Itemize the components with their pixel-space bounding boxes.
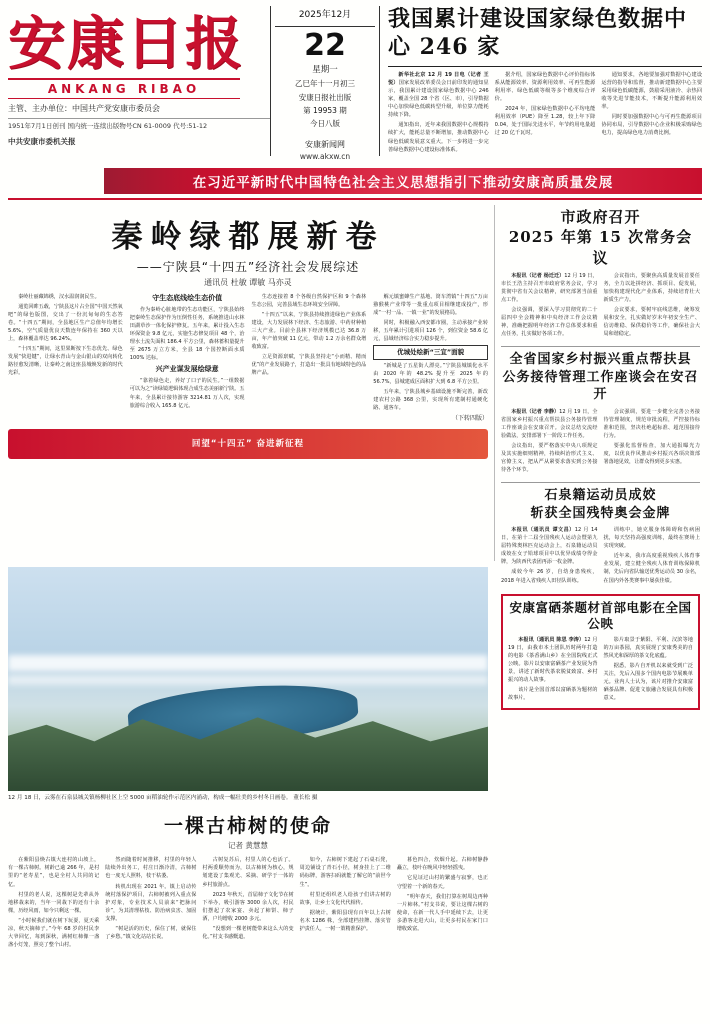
jump-line: （下转四版） (451, 414, 488, 422)
right-column-part (501, 408, 598, 476)
lead-headline: 我国累计建设国家绿色数据中心 246 家 (388, 6, 702, 67)
masthead-logo (8, 6, 270, 147)
body-para: 村里的老人说，这棵树是先辈从外地移栽来的，当年一同栽下的还有十余棵，历经风雨，如今只剩这一棵。 (8, 891, 100, 914)
body-para: 本报讯（通讯员 谭文昌）12 月 14 日，在第十二届全国残疾人运动会暨第九届特殊奥林匹克运动会上，石泉籍运动员成姣在女子铅球项目中以优异成绩夺得金牌，为陕西代表团再添一枚金牌。 (501, 527, 598, 566)
date-issue-number: 第 19953 期 (303, 106, 347, 116)
lead-para: 新华社北京 12 月 19 日电（记者 王悦）国家发展改革委员会日前印发的通知显示，我国累计建设国家绿色数据中心 246 家，覆盖全国 28 个省（区、市），引导数据中心加快绿色低碳转型升级，单位算力能耗持续下降。 (388, 72, 489, 119)
boxed-headline: 安康富硒茶题材首部电影在全国公映 (509, 599, 692, 631)
body-para: 本报讯（记者 杨迁迁）12 月 19 日，市长王浩主持召开市政府常务会议，学习贯彻中省有关会议精神，研究部署当前重点工作。 (501, 272, 598, 303)
body-para: 秦岭壮丽藏锦绣，汉水温润润民生。 (18, 294, 100, 300)
masthead-sponsor: 主管、主办单位：中国共产党安康市委员会 (8, 103, 160, 113)
feature-column (130, 293, 245, 425)
right-divider (501, 346, 700, 347)
body-para: 作为秦岭心脏地带的生态功能区，宁陕县始终把秦岭生态保护作为压倒性任务，系统推进山水林田湖草沙一体化保护修复。五年来，累计投入生态环保资金 9.8 亿元，实施生态修复项目 48 个，治理水土流失面积 186.4 平方公里，森林蓄积量提升至 2675 万立方米，全县 18 个国控断面水质 100% 达标。 (129, 307, 245, 362)
body-para: “树是活的历史，保住了树，就保住了乡愁。”镇文化站站长说。 (105, 925, 197, 940)
feature-article (8, 205, 488, 561)
body-para: 该片是全国首部以富硒茶为题材的故事片。 (508, 687, 598, 702)
right-item-2 (501, 351, 700, 476)
body-para: 通览回眸五载，宁陕县这片占全国“中国天然氧吧”的绿色版图，交出了一份沉甸甸的生态答卷。“十四五”期间，全县地区生产总值年均增长 5.6%，空气质量优良天数连年保持在 360 天以上，森林覆盖率达 96.24%。 (8, 304, 123, 343)
bottom-byline: 记者 黄慧慧 (228, 841, 268, 851)
feature-subheadline: ——宁陕县“十四五”经济社会发展综述 (136, 260, 360, 274)
body-para: 暮色四合，炊烟升起。古柿树静静矗立，枝叶在晚风中轻轻摇曳。 (396, 857, 489, 872)
body-para: 近年来，我市高度重视残疾人体育事业发展，建立健全残疾人体育训练保障机制，先后向省队输送优秀运动员 30 余名，在国内外各类赛事中屡获佳绩。 (603, 553, 700, 584)
website-url[interactable]: www.akxw.cn (299, 152, 351, 162)
lead-article (380, 6, 702, 156)
body-para: 然而随着时间推移，村里的年轻人陆续外出务工，村庄日渐冷清，古柿树也一度无人照料，枝干枯萎。 (105, 857, 197, 880)
lead-column (601, 71, 702, 156)
right-column (494, 205, 700, 702)
body-para: 会议指出，要聚焦高质量发展首要任务，全力以赴拼经济、抓项目、促发展，加快构建现代化产业体系，持续培育壮大新质生产力。 (603, 272, 700, 303)
lead-para: 通知要求，各地要加强对数据中心建设运营的指导和监督，推动新建数据中心主要采用绿色低碳能源，鼓励采用液冷、余热回收等先进节能技术，不断提升能源利用效率。 (601, 72, 703, 111)
section-subhead: 守生态底线绘生态价值 (152, 294, 223, 302)
body-para: “靠着绿色走，养好了口子的民生。”一组数据可以为之“读绿镜逻辑体现合成生态美丽新宁陕。五年来，全县累计接待游客 3214.81 万人次，实现旅游综合收入 165.8 亿元。 (129, 378, 245, 409)
date-weekday: 星期一 (312, 65, 338, 76)
body-para: 据悉，影片自开机以来就受到广泛关注，先后入围多个国内电影节展映单元。业内人士认为，该片对推介安康富硒茶品牌、促进文旅融合发展具有积极意义。 (603, 663, 693, 702)
right-headline-3: 石泉籍运动员成姣 斩获全国残特奥会金牌 (530, 488, 671, 521)
right-column-part (501, 272, 598, 340)
lead-para: 同时要加强数据中心与可再生能源项目协同布局，引导数据中心企业积极采购绿色电力，提高绿色电力消费比例。 (601, 114, 703, 137)
bottom-column (202, 856, 293, 951)
dateline: 本报讯（通讯员 陈思 李涛） (518, 637, 585, 644)
right-body-2 (501, 408, 700, 476)
campaign-stamp: 回望“十四五” 奋进新征程 (8, 429, 488, 459)
body-para: “十四五”期间，这里果断按下生态优先、绿色发展“快进键”，让绿水青山与金山银山的双向转化路径愈发清晰，让秦岭之南这座县城焕发新的时代光彩。 (8, 346, 123, 377)
body-para: 会议指出，要严格落实中央八项规定及其实施细则精神，持续纠治形式主义、官僚主义，把从严从紧要求落实到公务接待各个环节。 (501, 442, 598, 474)
main-body (8, 205, 702, 702)
photo-block (8, 567, 488, 802)
body-para: 生态连接着 8 个各级自然保护区和 9 个森林生态公园，完善县域生态环境安全屏障。 (251, 294, 367, 309)
feature-column (8, 293, 123, 425)
body-para: “新城是了五星街人漂亮。”宁陕县城镇化水平由 2020 年的 48.2% 提升至 2025 年的 56.7%，县城建成区面积扩大到 6.8 平方公里。 (373, 362, 488, 385)
news-agency: 安康新闻网 (305, 139, 345, 149)
body-para: 会议强调，要进一步健全完善公务接待管理制度，规范审批流程，严控接待标准和范围，坚决杜绝超标准、超范围接待行为。 (603, 408, 700, 439)
bottom-column (8, 856, 99, 951)
photo-cloud (8, 655, 488, 671)
masthead-license: 1951年7月1日创刊 国内统一连续出版物号CN 61-0009 代号:51-12 (8, 118, 270, 130)
body-para: 本报讯（通讯员 陈思 李涛）12 月 19 日，由我市本土团队历时两年打造的电影《茶香满山乡》在全国院线正式公映。影片以安康富硒茶产业发展为背景，讲述了新时代茶农脱贫致富、乡村振兴的动人故事。 (508, 637, 598, 684)
body-para: 同时，积极融入西安都市圈，主动承接产业转移，五年累计引进项目 126 个，到位资金 58.6 亿元，县域经济综合实力稳步提升。 (373, 320, 488, 343)
lead-body (388, 71, 702, 156)
right-headline-2: 全省国家乡村振兴重点帮扶县 公务接待管理工作座谈会在安召开 (502, 352, 699, 403)
body-para: 村里还组织老人给孩子们讲古树的故事，让乡土文化代代相传。 (299, 891, 391, 906)
banner-text: 在习近平新时代中国特色社会主义思想指引下推动安康高质量发展 (104, 168, 702, 194)
masthead-committee: 中共安康市委机关报 (8, 136, 76, 146)
right-item-3 (501, 487, 700, 586)
boxed-body (508, 636, 693, 704)
newspaper-pinyin: ANKANG RIBAO (8, 78, 240, 99)
bottom-headline: 一棵古柿树的使命 (163, 815, 332, 838)
right-headline-1: 市政府召开 2025 年第 15 次常务会议 (508, 208, 693, 267)
body-para: 它见证过山村的繁盛与寂寥，也正守望着一个新的春天。 (396, 875, 489, 890)
body-para: 在紫阳县焕古镇大连村的山坡上，有一棵古柿树。树龄已逾 266 年，是村里的“老寿星”，也是全村人共同的记忆。 (8, 857, 100, 888)
body-para: 会议要求，要树牢底线思维，统筹发展和安全，扎实做好岁末年初安全生产、信访维稳、保供稳价等工作，确保社会大局和谐稳定。 (603, 306, 700, 338)
lead-column (388, 71, 489, 156)
lead-column (495, 71, 596, 156)
body-para: 古树复苏后，村里人的心也活了。村两委顺势而为，以古柿树为核心，规划建设了集观光、采摘、研学于一体的乡村旅游点。 (202, 857, 294, 888)
news-photo (8, 567, 488, 791)
lead-para: 据介绍，国家绿色数据中心评价指标体系从能源效率、资源利用效率、可再生能源利用率、绿色低碳等级等多个维度综合评价。 (494, 72, 596, 103)
boxed-column (604, 636, 694, 704)
body-para: 转机出现在 2021 年。镇上启动传统村落保护项目，古柿树被列入重点保护对象，专业技术人员前来“把脉问诊”，为其清理枯枝、防治病虫害、加固支撑。 (105, 883, 197, 922)
body-para: “小时候我们就在树下玩耍，夏天乘凉，秋天摘柿子。”今年 68 岁的村民李大爷回忆，每到深秋，满树红柿像一盏盏小灯笼，照亮了整个山村。 (8, 917, 100, 948)
body-para: 立足资源禀赋，宁陕县坚持走“小而精、精而优”的产业发展路子，打造出一批具有地域特色的品牌产品。 (251, 354, 367, 377)
divider-rule (8, 198, 702, 200)
bottom-article (8, 811, 488, 951)
right-body-1 (501, 272, 700, 340)
feature-column (252, 293, 367, 425)
dateline: 本报讯（记者 杨迁迁） (511, 272, 565, 279)
right-item-1 (501, 207, 700, 340)
date-pages: 今日八版 (310, 118, 340, 128)
photo-caption: 12 月 18 日，云雾在石泉县城关镇杨柳社区上空 5000 亩稻油轮作示范区内涌动，构成一幅壮美的乡村冬日画卷。 董长松 摄 (8, 795, 318, 801)
right-column-part (604, 272, 701, 340)
dateline: 本报讯（通讯员 谭文昌） (511, 527, 575, 534)
body-para: 解元镇蜜蜂生产基地、筒车湾镇“十四五”万亩猕猴桃产业带等一批重点项目相继建成投产，形成“一村一品、一镇一业”的发展格局。 (373, 294, 488, 317)
body-para: “明年春天，我们打算在树周边再种一片柿林。”村支书说，要让这棵古树的使命，在新一代人手中延续下去，让更多游客走进大山，让更多村民在家门口增收致富。 (396, 893, 489, 932)
photo-cloud (8, 675, 488, 685)
lead-para: 2024 年，国家绿色数据中心平均电能利用效率（PUE）降至 1.28，较上年下降 0.04，处于国际先进水平，年节约用电量超过 20 亿千瓦时。 (494, 106, 596, 137)
bottom-column (397, 856, 488, 951)
date-ymd: 2025年12月 (275, 8, 375, 27)
bottom-column (300, 856, 391, 951)
body-para: “没想到一棵老树能带来这么大的变化。”村支书感慨道。 (202, 925, 294, 940)
bottom-columns (8, 856, 488, 951)
feature-columns (8, 293, 488, 425)
bottom-column (105, 856, 196, 951)
feature-headline: 秦岭绿都展新卷 (111, 219, 385, 255)
lead-dateline: 新华社北京 12 月 19 日电（记者 王悦） (388, 72, 489, 87)
right-body-3 (501, 526, 700, 586)
dateline: 本报讯（记者 李静） (511, 408, 560, 415)
body-para: 会议强调，要深入学习贯彻党的二十届四中全会精神和中央经济工作会议精神，准确把握明年经济工作总体要求和重点任务，扎实做好各项工作。 (501, 306, 598, 338)
body-para: 本报讯（记者 李静）12 月 19 日，全省国家乡村振兴重点帮扶县公务接待管理工作座谈会在安康召开。会议总结交流经验做法，安排部署下一阶段工作任务。 (501, 408, 598, 439)
theme-banner (8, 168, 702, 194)
right-column-part (604, 408, 701, 476)
body-para: 五年来，宁陕县城乡基础设施不断完善，新改建农村公路 368 公里，实现所有建制村通硬化路、通客车。 (373, 388, 488, 411)
body-para: 影片取景于紫阳、平利、汉滨等地的万亩茶园，真实展现了安康秀美的自然风光和深厚的茶文化底蕴。 (603, 637, 693, 660)
date-issuer: 安康日报社出版 (298, 93, 352, 103)
body-para: 训练中，她克服身体障碍和伤病困扰，每天坚持高强度训练，最终在赛场上实现突破。 (603, 527, 700, 550)
masthead (8, 6, 702, 162)
body-para: 据统计，紫阳县现有百年以上古树名木 1286 株，全部建档挂牌、落实管护责任人，一树一策精准保护。 (299, 909, 391, 932)
highlighted-article-box (501, 594, 700, 711)
masthead-datebox (270, 6, 380, 162)
right-column-part (604, 526, 701, 586)
body-para: “十四五”以来，宁陕县持续推进绿色产业体系建设，大力发展林下经济、生态旅游、中药材种植三大产业。目前全县林下经济规模已达 36.8 万亩，年产值突破 11 亿元，带动 1.2 万余名群众增收致富。 (251, 312, 367, 351)
body-para: 2023 年秋天，首届柿子文化节在树下举办，吸引游客 3000 余人次，村民们摆起了农家宴、卖起了柿饼、柿子酒，户均增收 2000 多元。 (202, 891, 294, 922)
feature-byline: 通讯员 杜敏 谭敏 马亦灵 (204, 278, 292, 287)
boxed-subhead: 优城处绘新“三宜”面貌 (373, 345, 488, 359)
feature-column (373, 293, 488, 425)
date-lunar: 乙巳年十一月初三 (295, 78, 355, 88)
right-divider (501, 482, 700, 483)
section-subhead: 兴产业谋发展绘绿意 (155, 365, 219, 374)
right-column-part (501, 526, 598, 586)
boxed-column (508, 636, 598, 704)
body-para: 要强化监督检查，加大通报曝光力度，以优良作风推动乡村振兴各项决策部署落地见效，让群众得到更多实惠。 (603, 442, 700, 466)
date-day: 22 (304, 28, 346, 64)
body-para: 如今，古柿树下建起了石桌石凳，周边铺设了青石小径，树身挂上了二维码标牌，游客扫码就能了解它的“前世今生”。 (299, 857, 391, 888)
newspaper-title: 安康日报 (8, 10, 244, 77)
lead-para: 通知指出，近年来我国数据中心规模持续扩大，能耗总量不断增加，推动数据中心绿色低碳发展意义重大。下一步将进一步完善绿色数据中心建设标准体系。 (388, 122, 489, 153)
body-para: 成姣今年 26 岁，自幼身患残疾，2018 年进入省残疾人田径队训练。 (501, 569, 598, 584)
